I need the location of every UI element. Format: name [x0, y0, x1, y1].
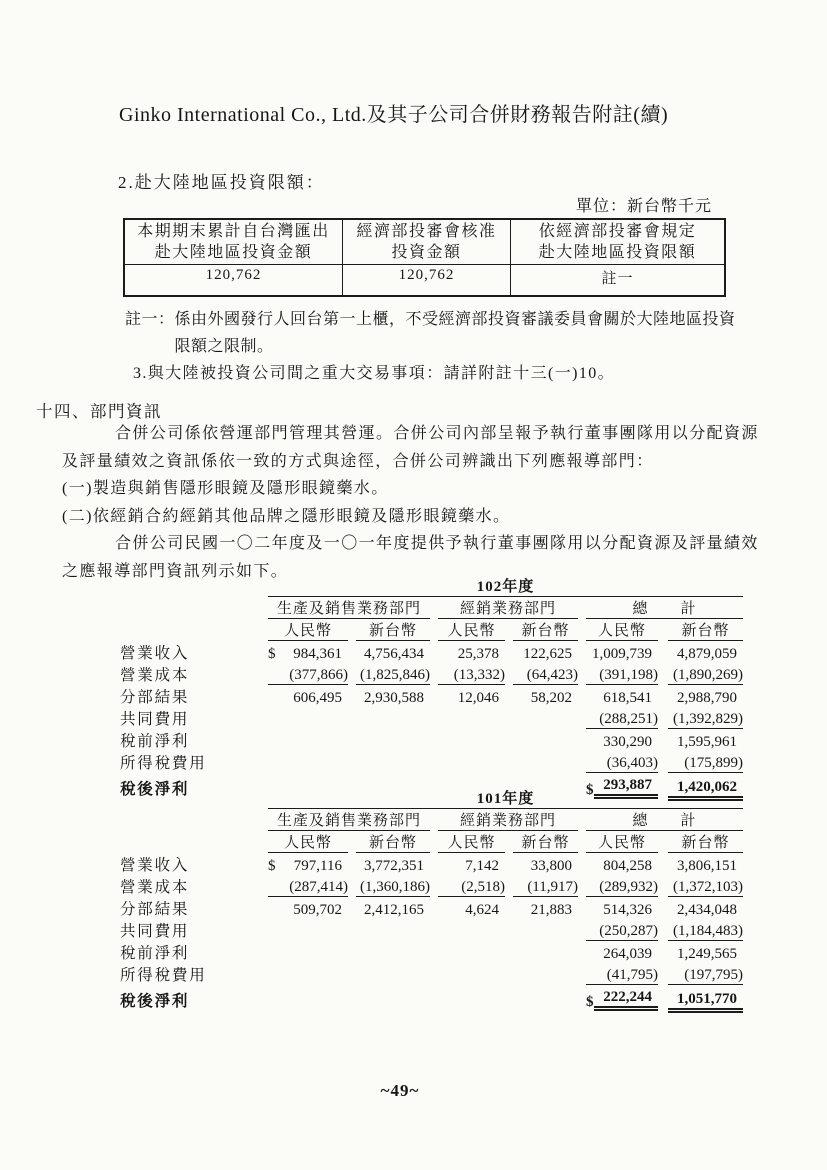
header-line: 赴大陸地區投資金額	[154, 244, 313, 261]
currency-header: 新台幣	[513, 831, 578, 853]
spacer	[430, 809, 438, 831]
table-row	[120, 919, 743, 941]
currency-header: 新台幣	[356, 619, 430, 641]
spacer	[430, 897, 438, 919]
spacer	[430, 619, 438, 641]
spacer	[505, 853, 513, 875]
value-cell: 2,930,588	[364, 689, 424, 706]
row-label: 稅前淨利	[120, 944, 190, 962]
value-cell: 1,009,739	[592, 645, 652, 662]
spacer	[505, 831, 513, 853]
value-cell: (289,932)	[586, 875, 658, 897]
table-row	[120, 853, 743, 875]
group-header: 經銷業務部門	[438, 597, 578, 619]
currency-header: 人民幣	[268, 619, 348, 641]
value-cell: (1,184,483)	[668, 919, 743, 941]
spacer	[505, 941, 513, 963]
spacer	[658, 707, 668, 729]
table-row	[120, 875, 743, 897]
empty-cell	[120, 575, 268, 597]
footnote-line: 限額之限制。	[174, 338, 274, 355]
group-header: 生產及銷售業務部門	[268, 809, 430, 831]
spacer	[348, 919, 356, 941]
value-cell: (11,917)	[513, 875, 578, 897]
investment-table-header-row	[124, 219, 725, 265]
value-cell: (41,795)	[586, 963, 658, 985]
value-cell: 21,883	[530, 901, 572, 918]
spacer	[505, 919, 513, 941]
value-cell: (377,866)	[268, 663, 348, 685]
table-row	[120, 707, 743, 729]
spacer	[430, 729, 438, 751]
value-cell: 122,625	[523, 645, 572, 662]
table-row	[120, 729, 743, 751]
empty-cell	[120, 619, 268, 641]
spacer	[578, 641, 586, 663]
spacer	[578, 897, 586, 919]
approved-amount-value: 120,762	[343, 265, 511, 297]
group-header: 總 計	[586, 597, 743, 619]
spacer	[578, 809, 586, 831]
currency-header-row	[120, 619, 743, 641]
value-cell: 606,495	[293, 689, 342, 706]
currency-header: 人民幣	[268, 831, 348, 853]
empty-cell	[120, 787, 268, 809]
year-label: 101年度	[268, 787, 743, 809]
value-cell: 3,806,151	[677, 857, 737, 874]
table-row	[120, 685, 743, 707]
segment-info-heading: 十四、部門資訊	[36, 402, 162, 421]
value-cell: (2,518)	[438, 875, 505, 897]
row-label: 營業收入	[120, 856, 190, 874]
spacer	[658, 985, 668, 1011]
spacer	[430, 919, 438, 941]
cell-content	[586, 989, 658, 1011]
spacer	[430, 663, 438, 685]
value-cell	[268, 853, 348, 875]
spacer	[658, 619, 668, 641]
value-cell: 1,420,062	[668, 773, 743, 799]
value-cell: 264,039	[603, 945, 652, 962]
value-cell: 804,258	[603, 857, 652, 874]
spacer	[505, 985, 513, 1011]
table-row	[120, 663, 743, 685]
value-cell	[438, 941, 505, 963]
spacer	[430, 831, 438, 853]
footnote-line: 係由外國發行人回台第一上櫃，不受經濟部投資審議委員會關於大陸地區投資	[174, 311, 736, 328]
footnote-text	[175, 306, 745, 360]
value-cell	[356, 985, 430, 1011]
spacer	[505, 963, 513, 985]
group-header: 總 計	[586, 809, 743, 831]
value-cell: 12,046	[457, 689, 499, 706]
value-cell	[586, 985, 658, 1011]
row-label: 分部結果	[120, 688, 190, 706]
group-header-row	[120, 597, 743, 619]
value-cell	[268, 641, 348, 663]
paragraph-line: 及評量績效之資訊係依一致的方式與途徑，合併公司辨識出下列應報導部門：	[62, 452, 654, 470]
table-row	[120, 941, 743, 963]
currency-header: 新台幣	[513, 619, 578, 641]
spacer	[578, 663, 586, 685]
segment-table	[120, 575, 743, 801]
value-cell: (1,372,103)	[668, 875, 743, 897]
header-line: 依經濟部投審會規定	[538, 223, 697, 240]
spacer	[348, 941, 356, 963]
value-cell	[268, 919, 348, 941]
value-cell: 33,800	[530, 857, 572, 874]
row-label: 營業成本	[120, 878, 190, 896]
value-text: 222,244	[594, 989, 659, 1011]
table-row	[120, 897, 743, 919]
spacer	[658, 963, 668, 985]
spacer	[348, 751, 356, 773]
value-cell: 3,772,351	[364, 857, 424, 874]
value-cell: (13,332)	[438, 663, 505, 685]
spacer	[658, 941, 668, 963]
segment-table-container-101	[120, 787, 743, 1013]
group-header: 經銷業務部門	[438, 809, 578, 831]
value-cell: 514,326	[603, 901, 652, 918]
cell-content	[268, 646, 348, 663]
spacer	[658, 897, 668, 919]
value-cell: 58,202	[530, 689, 572, 706]
cell-content	[268, 858, 348, 875]
value-cell: 4,879,059	[677, 645, 737, 662]
remitted-amount-value: 120,762	[124, 265, 343, 297]
value-cell	[438, 707, 505, 729]
paragraph-line: 之應報導部門資訊列示如下。	[62, 562, 289, 580]
currency-header: 新台幣	[356, 831, 430, 853]
spacer	[430, 985, 438, 1011]
investment-limit-value: 註一	[511, 265, 726, 297]
value-cell	[513, 941, 578, 963]
year-label: 102年度	[268, 575, 743, 597]
dollar-sign: $	[586, 993, 594, 1010]
spacer	[578, 707, 586, 729]
spacer	[430, 597, 438, 619]
group-header: 生產及銷售業務部門	[268, 597, 430, 619]
spacer	[658, 831, 668, 853]
value-text: 797,116	[293, 857, 342, 874]
spacer	[505, 641, 513, 663]
list-item: (二)依經銷合約經銷其他品牌之隱形眼鏡及隱形眼鏡藥水。	[62, 507, 511, 525]
value-cell	[356, 707, 430, 729]
value-cell	[438, 751, 505, 773]
value-cell: 509,702	[293, 901, 342, 918]
spacer	[505, 875, 513, 897]
investment-limit-table	[123, 218, 726, 297]
segment-table	[120, 787, 743, 1013]
header-line: 投資金額	[391, 244, 462, 261]
value-cell: 4,756,434	[364, 645, 424, 662]
spacer	[578, 985, 586, 1011]
value-cell: (175,899)	[668, 751, 743, 773]
currency-header: 人民幣	[586, 831, 658, 853]
investment-limit-heading: 2.赴大陸地區投資限額：	[118, 173, 325, 192]
value-cell	[356, 919, 430, 941]
header-line: 經濟部投審會核准	[356, 223, 497, 240]
spacer	[505, 619, 513, 641]
value-cell: (64,423)	[513, 663, 578, 685]
dollar-sign: $	[268, 645, 276, 662]
value-cell: 1,249,565	[677, 945, 737, 962]
year-row	[120, 787, 743, 809]
value-cell: (288,251)	[586, 707, 658, 729]
currency-header: 人民幣	[586, 619, 658, 641]
value-cell	[513, 707, 578, 729]
value-cell	[438, 919, 505, 941]
value-cell: 2,434,048	[677, 901, 737, 918]
value-cell: (197,795)	[668, 963, 743, 985]
list-item: (一)製造與銷售隱形眼鏡及隱形眼鏡藥水。	[62, 480, 389, 497]
value-cell: 1,595,961	[677, 733, 737, 750]
empty-cell	[120, 597, 268, 619]
header-line: 本期期末累計自台灣匯出	[137, 223, 330, 240]
spacer	[430, 875, 438, 897]
table-row	[120, 751, 743, 773]
value-cell: 618,541	[603, 689, 652, 706]
row-label: 共同費用	[120, 922, 190, 940]
spacer	[578, 597, 586, 619]
value-cell	[513, 963, 578, 985]
currency-header: 人民幣	[438, 831, 505, 853]
value-cell	[438, 729, 505, 751]
spacer	[348, 685, 356, 707]
value-cell: 7,142	[465, 857, 499, 874]
value-cell: (287,414)	[268, 875, 348, 897]
spacer	[578, 685, 586, 707]
spacer	[578, 831, 586, 853]
col-header-approved-amount	[343, 219, 511, 265]
table-row	[120, 641, 743, 663]
spacer	[348, 897, 356, 919]
value-cell: 2,988,790	[677, 689, 737, 706]
value-cell	[356, 963, 430, 985]
row-label: 所得稅費用	[120, 966, 207, 984]
spacer	[348, 853, 356, 875]
spacer	[505, 729, 513, 751]
spacer	[578, 963, 586, 985]
dollar-sign: $	[586, 781, 594, 798]
spacer	[505, 707, 513, 729]
currency-header: 新台幣	[668, 619, 743, 641]
value-cell: (1,392,829)	[668, 707, 743, 729]
segment-table-container-102	[120, 575, 743, 801]
spacer	[658, 919, 668, 941]
value-cell: (250,287)	[586, 919, 658, 941]
spacer	[348, 619, 356, 641]
value-cell	[513, 985, 578, 1011]
transactions-heading: 3.與大陸被投資公司間之重大交易事項：請詳附註十三(一)10。	[133, 365, 616, 382]
row-label: 營業成本	[120, 666, 190, 684]
value-cell: 2,412,165	[364, 901, 424, 918]
col-header-investment-limit	[511, 219, 726, 265]
spacer	[348, 963, 356, 985]
value-cell	[513, 919, 578, 941]
spacer	[348, 663, 356, 685]
document-title: Ginko International Co., Ltd.及其子公司合併財務報告附註(續)	[119, 104, 669, 126]
value-cell	[513, 729, 578, 751]
investment-table-value-row	[124, 265, 725, 297]
segment-info-body	[62, 420, 759, 585]
empty-cell	[120, 809, 268, 831]
value-cell	[513, 751, 578, 773]
row-label: 所得稅費用	[120, 754, 207, 772]
spacer	[578, 941, 586, 963]
value-text: 984,361	[293, 645, 342, 662]
spacer	[430, 641, 438, 663]
paragraph-line: 合併公司係依營運部門管理其營運。合併公司內部呈報予執行董事團隊用以分配資源	[115, 425, 759, 442]
spacer	[348, 831, 356, 853]
table-row	[120, 963, 743, 985]
spacer	[578, 853, 586, 875]
table-row	[120, 985, 743, 1011]
spacer	[658, 751, 668, 773]
spacer	[505, 663, 513, 685]
spacer	[578, 619, 586, 641]
value-cell: (391,198)	[586, 663, 658, 685]
value-cell	[438, 963, 505, 985]
row-label: 分部結果	[120, 900, 190, 918]
value-cell: (1,890,269)	[668, 663, 743, 685]
value-cell	[356, 751, 430, 773]
group-header-row	[120, 809, 743, 831]
value-cell	[268, 729, 348, 751]
paragraph-line: 合併公司民國一〇二年度及一〇一年度提供予執行董事團隊用以分配資源及評量績效	[115, 535, 759, 552]
row-label: 共同費用	[120, 710, 190, 728]
currency-header: 新台幣	[668, 831, 743, 853]
spacer	[430, 963, 438, 985]
spacer	[505, 897, 513, 919]
spacer	[658, 729, 668, 751]
value-cell	[268, 751, 348, 773]
unit-note: 單位：新台幣千元	[575, 198, 712, 215]
year-row	[120, 575, 743, 597]
value-cell: 1,051,770	[668, 985, 743, 1011]
value-cell: (1,825,846)	[356, 663, 430, 685]
spacer	[658, 685, 668, 707]
spacer	[505, 685, 513, 707]
spacer	[578, 919, 586, 941]
value-cell	[356, 729, 430, 751]
spacer	[430, 685, 438, 707]
value-cell	[438, 985, 505, 1011]
spacer	[578, 875, 586, 897]
spacer	[578, 729, 586, 751]
spacer	[430, 707, 438, 729]
spacer	[578, 751, 586, 773]
value-cell: (36,403)	[586, 751, 658, 773]
empty-cell	[120, 831, 268, 853]
value-cell	[268, 941, 348, 963]
value-cell	[268, 985, 348, 1011]
row-label: 營業收入	[120, 644, 190, 662]
value-text: 293,887	[594, 777, 659, 799]
spacer	[430, 751, 438, 773]
currency-header: 人民幣	[438, 619, 505, 641]
spacer	[348, 875, 356, 897]
spacer	[348, 729, 356, 751]
value-cell: 4,624	[465, 901, 499, 918]
footnote-label: 註一：	[125, 311, 175, 328]
spacer	[505, 751, 513, 773]
value-cell	[268, 707, 348, 729]
value-cell: (1,360,186)	[356, 875, 430, 897]
row-label: 稅後淨利	[120, 992, 190, 1010]
currency-header-row	[120, 831, 743, 853]
page-number: ~49~	[380, 1081, 420, 1100]
header-line: 赴大陸地區投資限額	[538, 244, 697, 261]
value-cell	[356, 941, 430, 963]
row-label: 稅前淨利	[120, 732, 190, 750]
row-label: 稅後淨利	[120, 780, 190, 798]
spacer	[658, 663, 668, 685]
spacer	[348, 985, 356, 1011]
col-header-remitted-amount	[124, 219, 343, 265]
value-cell: 330,290	[603, 733, 652, 750]
footnote-1	[125, 306, 745, 360]
spacer	[348, 707, 356, 729]
spacer	[348, 641, 356, 663]
spacer	[658, 853, 668, 875]
value-cell: 25,378	[457, 645, 499, 662]
spacer	[430, 853, 438, 875]
dollar-sign: $	[268, 857, 276, 874]
spacer	[658, 875, 668, 897]
spacer	[658, 641, 668, 663]
value-cell	[268, 963, 348, 985]
spacer	[430, 941, 438, 963]
